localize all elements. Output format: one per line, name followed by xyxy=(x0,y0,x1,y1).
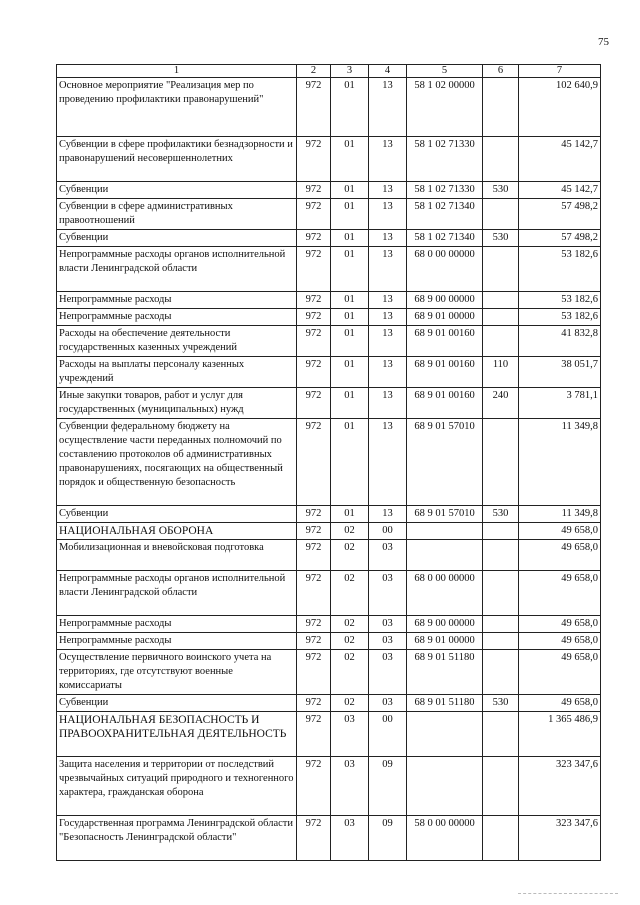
expense-name-cell: Основное мероприятие "Реализация мер по проведению профилактики правонарушений" xyxy=(57,78,297,137)
subsection-code-cell: 09 xyxy=(369,816,407,861)
table-row xyxy=(57,650,601,695)
expense-type-cell: 530 xyxy=(483,695,519,712)
target-article-cell: 58 0 00 00000 xyxy=(407,816,483,861)
expense-type-cell: 110 xyxy=(483,357,519,388)
expense-name-cell: Субвенции в сфере административных правоотношений xyxy=(57,199,297,230)
target-article-cell: 58 1 02 71330 xyxy=(407,182,483,199)
section-code-cell: 03 xyxy=(331,816,369,861)
section-code-cell: 01 xyxy=(331,309,369,326)
subsection-code-cell: 03 xyxy=(369,633,407,650)
ministry-code-cell: 972 xyxy=(297,199,331,230)
table-row xyxy=(57,247,601,292)
expense-type-cell xyxy=(483,712,519,757)
expense-name-cell: Мобилизационная и вневойсковая подготовка xyxy=(57,540,297,571)
table-row xyxy=(57,230,601,247)
amount-cell: 49 658,0 xyxy=(519,616,601,633)
ministry-code-cell: 972 xyxy=(297,571,331,616)
expense-name-cell: НАЦИОНАЛЬНАЯ ОБОРОНА xyxy=(57,523,297,540)
column-header: 4 xyxy=(369,65,407,78)
ministry-code-cell: 972 xyxy=(297,816,331,861)
ministry-code-cell: 972 xyxy=(297,757,331,816)
table-row xyxy=(57,292,601,309)
ministry-code-cell: 972 xyxy=(297,616,331,633)
amount-cell: 49 658,0 xyxy=(519,523,601,540)
expense-name-cell: Непрограммные расходы xyxy=(57,292,297,309)
target-article-cell: 68 9 01 00160 xyxy=(407,357,483,388)
table-row xyxy=(57,616,601,633)
table-row xyxy=(57,388,601,419)
ministry-code-cell: 972 xyxy=(297,540,331,571)
section-code-cell: 02 xyxy=(331,695,369,712)
expense-name-cell: Непрограммные расходы органов исполнительной власти Ленинградской области xyxy=(57,247,297,292)
ministry-code-cell: 972 xyxy=(297,523,331,540)
table-row xyxy=(57,182,601,199)
expense-name-cell: Субвенции xyxy=(57,506,297,523)
expense-type-cell xyxy=(483,757,519,816)
target-article-cell: 68 9 00 00000 xyxy=(407,616,483,633)
target-article-cell xyxy=(407,540,483,571)
expense-type-cell xyxy=(483,419,519,506)
target-article-cell: 68 9 00 00000 xyxy=(407,292,483,309)
table-row xyxy=(57,712,601,757)
target-article-cell: 68 9 01 51180 xyxy=(407,695,483,712)
target-article-cell: 68 9 01 00000 xyxy=(407,633,483,650)
section-code-cell: 01 xyxy=(331,357,369,388)
expense-name-cell: Осуществление первичного воинского учета на территориях, где отсутствуют военные комиссариаты xyxy=(57,650,297,695)
table-body xyxy=(57,78,601,861)
ministry-code-cell: 972 xyxy=(297,357,331,388)
expense-type-cell xyxy=(483,137,519,182)
target-article-cell: 58 1 02 71340 xyxy=(407,199,483,230)
expense-name-cell: Государственная программа Ленинградской области "Безопасность Ленинградской области" xyxy=(57,816,297,861)
expense-type-cell xyxy=(483,523,519,540)
table-row xyxy=(57,571,601,616)
amount-cell: 38 051,7 xyxy=(519,357,601,388)
ministry-code-cell: 972 xyxy=(297,230,331,247)
target-article-cell: 68 9 01 57010 xyxy=(407,419,483,506)
expense-type-cell xyxy=(483,633,519,650)
expense-type-cell xyxy=(483,247,519,292)
section-code-cell: 02 xyxy=(331,540,369,571)
amount-cell: 57 498,2 xyxy=(519,199,601,230)
column-header: 7 xyxy=(519,65,601,78)
amount-cell: 49 658,0 xyxy=(519,695,601,712)
expense-type-cell xyxy=(483,78,519,137)
amount-cell: 49 658,0 xyxy=(519,540,601,571)
ministry-code-cell: 972 xyxy=(297,506,331,523)
amount-cell: 57 498,2 xyxy=(519,230,601,247)
target-article-cell: 68 9 01 00000 xyxy=(407,309,483,326)
subsection-code-cell: 13 xyxy=(369,247,407,292)
section-code-cell: 01 xyxy=(331,230,369,247)
subsection-code-cell: 03 xyxy=(369,540,407,571)
expense-type-cell xyxy=(483,309,519,326)
expense-name-cell: Непрограммные расходы xyxy=(57,309,297,326)
expense-name-cell: Непрограммные расходы xyxy=(57,616,297,633)
section-code-cell: 01 xyxy=(331,326,369,357)
amount-cell: 49 658,0 xyxy=(519,571,601,616)
expense-type-cell: 530 xyxy=(483,506,519,523)
ministry-code-cell: 972 xyxy=(297,695,331,712)
expense-name-cell: Расходы на обеспечение деятельности государственных казенных учреждений xyxy=(57,326,297,357)
target-article-cell: 68 9 01 57010 xyxy=(407,506,483,523)
subsection-code-cell: 13 xyxy=(369,137,407,182)
subsection-code-cell: 00 xyxy=(369,523,407,540)
amount-cell: 102 640,9 xyxy=(519,78,601,137)
ministry-code-cell: 972 xyxy=(297,78,331,137)
table-row xyxy=(57,309,601,326)
amount-cell: 49 658,0 xyxy=(519,650,601,695)
expense-name-cell: Непрограммные расходы органов исполнительной власти Ленинградской области xyxy=(57,571,297,616)
section-code-cell: 01 xyxy=(331,182,369,199)
expense-name-cell: Субвенции xyxy=(57,695,297,712)
section-code-cell: 02 xyxy=(331,571,369,616)
ministry-code-cell: 972 xyxy=(297,292,331,309)
section-code-cell: 03 xyxy=(331,712,369,757)
amount-cell: 49 658,0 xyxy=(519,633,601,650)
ministry-code-cell: 972 xyxy=(297,650,331,695)
expense-name-cell: НАЦИОНАЛЬНАЯ БЕЗОПАСНОСТЬ И ПРАВООХРАНИТЕЛЬНАЯ ДЕЯТЕЛЬНОСТЬ xyxy=(57,712,297,757)
table-row xyxy=(57,695,601,712)
column-header: 1 xyxy=(57,65,297,78)
subsection-code-cell: 00 xyxy=(369,712,407,757)
ministry-code-cell: 972 xyxy=(297,633,331,650)
expense-type-cell xyxy=(483,292,519,309)
subsection-code-cell: 13 xyxy=(369,419,407,506)
section-code-cell: 03 xyxy=(331,757,369,816)
section-code-cell: 01 xyxy=(331,247,369,292)
column-header: 5 xyxy=(407,65,483,78)
amount-cell: 41 832,8 xyxy=(519,326,601,357)
expense-type-cell: 240 xyxy=(483,388,519,419)
amount-cell: 53 182,6 xyxy=(519,309,601,326)
table-row xyxy=(57,506,601,523)
target-article-cell xyxy=(407,523,483,540)
amount-cell: 53 182,6 xyxy=(519,292,601,309)
target-article-cell: 68 9 01 00160 xyxy=(407,326,483,357)
ministry-code-cell: 972 xyxy=(297,247,331,292)
expense-type-cell xyxy=(483,540,519,571)
expense-type-cell: 530 xyxy=(483,230,519,247)
section-code-cell: 02 xyxy=(331,616,369,633)
table-row xyxy=(57,78,601,137)
ministry-code-cell: 972 xyxy=(297,419,331,506)
section-code-cell: 01 xyxy=(331,199,369,230)
subsection-code-cell: 03 xyxy=(369,695,407,712)
amount-cell: 45 142,7 xyxy=(519,182,601,199)
subsection-code-cell: 13 xyxy=(369,199,407,230)
budget-table xyxy=(56,64,601,861)
subsection-code-cell: 03 xyxy=(369,650,407,695)
expense-name-cell: Иные закупки товаров, работ и услуг для государственных (муниципальных) нужд xyxy=(57,388,297,419)
table-row xyxy=(57,540,601,571)
table-row xyxy=(57,357,601,388)
target-article-cell: 68 0 00 00000 xyxy=(407,571,483,616)
amount-cell: 323 347,6 xyxy=(519,816,601,861)
amount-cell: 11 349,8 xyxy=(519,419,601,506)
section-code-cell: 02 xyxy=(331,633,369,650)
amount-cell: 11 349,8 xyxy=(519,506,601,523)
subsection-code-cell: 03 xyxy=(369,571,407,616)
subsection-code-cell: 13 xyxy=(369,388,407,419)
expense-name-cell: Расходы на выплаты персоналу казенных учреждений xyxy=(57,357,297,388)
section-code-cell: 01 xyxy=(331,419,369,506)
ministry-code-cell: 972 xyxy=(297,137,331,182)
section-code-cell: 02 xyxy=(331,523,369,540)
subsection-code-cell: 13 xyxy=(369,182,407,199)
column-header: 6 xyxy=(483,65,519,78)
column-header: 2 xyxy=(297,65,331,78)
subsection-code-cell: 09 xyxy=(369,757,407,816)
expense-type-cell xyxy=(483,616,519,633)
subsection-code-cell: 13 xyxy=(369,230,407,247)
target-article-cell: 58 1 02 71340 xyxy=(407,230,483,247)
ministry-code-cell: 972 xyxy=(297,326,331,357)
amount-cell: 1 365 486,9 xyxy=(519,712,601,757)
table-header-row xyxy=(57,65,601,78)
subsection-code-cell: 13 xyxy=(369,506,407,523)
amount-cell: 3 781,1 xyxy=(519,388,601,419)
expense-name-cell: Субвенции xyxy=(57,230,297,247)
column-header: 3 xyxy=(331,65,369,78)
target-article-cell: 68 9 01 00160 xyxy=(407,388,483,419)
table-row xyxy=(57,523,601,540)
section-code-cell: 01 xyxy=(331,292,369,309)
table-row xyxy=(57,816,601,861)
table-row xyxy=(57,757,601,816)
expense-type-cell xyxy=(483,199,519,230)
footer-mark xyxy=(518,893,618,896)
target-article-cell xyxy=(407,712,483,757)
table-row xyxy=(57,137,601,182)
target-article-cell: 68 9 01 51180 xyxy=(407,650,483,695)
expense-type-cell xyxy=(483,650,519,695)
subsection-code-cell: 13 xyxy=(369,326,407,357)
expense-type-cell xyxy=(483,571,519,616)
ministry-code-cell: 972 xyxy=(297,182,331,199)
section-code-cell: 01 xyxy=(331,137,369,182)
section-code-cell: 01 xyxy=(331,78,369,137)
amount-cell: 323 347,6 xyxy=(519,757,601,816)
ministry-code-cell: 972 xyxy=(297,309,331,326)
section-code-cell: 02 xyxy=(331,650,369,695)
expense-name-cell: Защита населения и территории от последствий чрезвычайных ситуаций природного и техногенного характера, гражданская оборона xyxy=(57,757,297,816)
amount-cell: 45 142,7 xyxy=(519,137,601,182)
ministry-code-cell: 972 xyxy=(297,388,331,419)
target-article-cell xyxy=(407,757,483,816)
expense-name-cell: Субвенции федеральному бюджету на осуществление части переданных полномочий по составлению протоколов об административных правонарушениях, посягающих на общественный порядок и общественную безопасность xyxy=(57,419,297,506)
expense-name-cell: Непрограммные расходы xyxy=(57,633,297,650)
section-code-cell: 01 xyxy=(331,506,369,523)
expense-type-cell xyxy=(483,326,519,357)
target-article-cell: 68 0 00 00000 xyxy=(407,247,483,292)
expense-type-cell: 530 xyxy=(483,182,519,199)
subsection-code-cell: 03 xyxy=(369,616,407,633)
subsection-code-cell: 13 xyxy=(369,78,407,137)
table-row xyxy=(57,326,601,357)
ministry-code-cell: 972 xyxy=(297,712,331,757)
table-row xyxy=(57,419,601,506)
table-row xyxy=(57,633,601,650)
target-article-cell: 58 1 02 71330 xyxy=(407,137,483,182)
expense-name-cell: Субвенции в сфере профилактики безнадзорности и правонарушений несовершеннолетних xyxy=(57,137,297,182)
expense-type-cell xyxy=(483,816,519,861)
expense-name-cell: Субвенции xyxy=(57,182,297,199)
page-number: 75 xyxy=(598,36,609,48)
target-article-cell: 58 1 02 00000 xyxy=(407,78,483,137)
subsection-code-cell: 13 xyxy=(369,357,407,388)
subsection-code-cell: 13 xyxy=(369,292,407,309)
section-code-cell: 01 xyxy=(331,388,369,419)
amount-cell: 53 182,6 xyxy=(519,247,601,292)
subsection-code-cell: 13 xyxy=(369,309,407,326)
table-row xyxy=(57,199,601,230)
